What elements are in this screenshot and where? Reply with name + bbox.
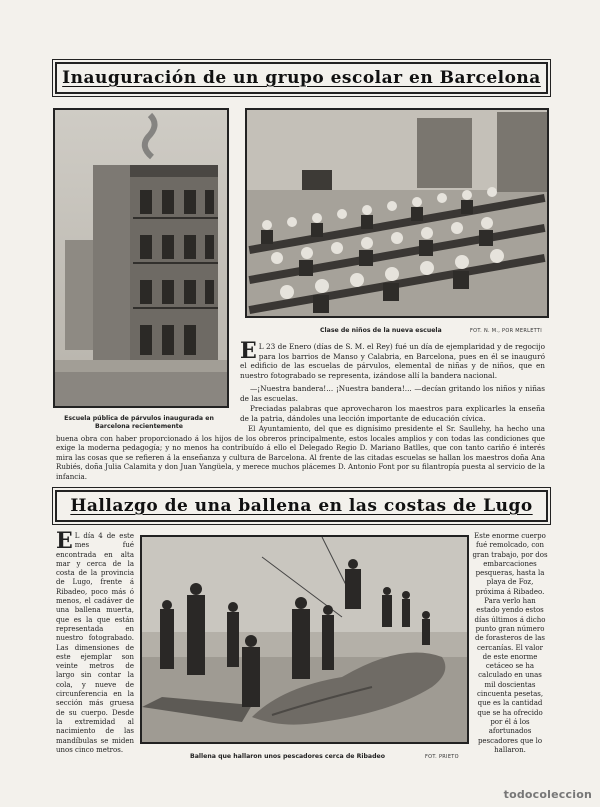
whale-left-text: L día 4 de este mes fué encontrada en alta mar y cerca de la costa de la provincia de Lugo, frente á Ribadeo, poco más ó menos, el cadáver de una ballena muerta, que es la que están representada en nuestro fotograbado. Las dimensiones de este ejemplar son veinte metros de largo sin contar la cola, y nueve de circunferencia en la sección más gruesa de su cuerpo. Desde la extremidad al nacimiento de las mandíbulas se miden unos cinco metros. [56,532,134,754]
school-building-photo [53,108,229,408]
whale-photo-credit: FOT. PRIETO [425,754,459,760]
article1-paragraph-2: —¡Nuestra bandera!... ¡Nuestra bandera!... —decían gritando los niños y niñas de las escuelas. [240,384,545,403]
article2-dropcap: E [56,528,73,554]
classroom-credit: FOT. N. M., POR MERLETTI [470,328,543,334]
article2-title-box [55,490,548,522]
article2-title: Hallazgo de una ballena en las costas de Lugo [70,496,533,516]
article1-dropcap: E [240,338,257,364]
article1-paragraph-3: Preciadas palabras que aprovecharon los maestros para explicarles la enseña de la patria, dándoles una lección importante de educación cívica. [240,404,545,423]
classroom-caption: Clase de niños de la nueva escuela [320,327,442,334]
article1-paragraph-4: El Ayuntamiento, del que es dignísimo presidente el Sr. Saullehy, ha hecho una buena obra con haber proporcionado á los hijos de los obreros principalmente, estos locales amplios y con todas las condiciones que exige la moderna pedagogía; y no menos ha contribuído á ello el Delegado Regio D. Mariano Batlles, que con tanto cariño é interés mira las cosas que se refieren á la enseñanza y cultura de Barcelona. Al frente de las citadas escuelas se hallan los maestros doña Ana Rubiés, doña Julia Calamita y don Juan Yangüela, y merece muchos plácemes D. Antonio Font por su filantropía puesta al servicio de la infancia. [56,424,545,481]
classroom-illustration [247,110,547,316]
whale-left-column [56,528,134,755]
whale-photo [140,535,469,744]
school-building-illustration [55,110,227,406]
article1-title-box [55,62,548,94]
whale-illustration [142,537,467,742]
todocoleccion-watermark: todocoleccion [503,788,592,801]
whale-right-column: Este enorme cuerpo fué remolcado, con gran trabajo, por dos embarcaciones pesqueras, hasta la playa de Foz, próxima á Ribadeo. Para verlo han estado yendo estos días últimos á dicho punto gran número de forasteros de las cercanías. El valor de este enorme cetáceo se ha calculado en unas mil doscientas cincuenta pesetas, que es la cantidad que se ha ofrecido por él á los afortunados pescadores que lo hallaron. [472,532,548,754]
whale-photo-caption: Ballena que hallaron unos pescadores cerca de Ribadeo [190,753,385,760]
classroom-photo [245,108,549,318]
article1-paragraph-1: L 23 de Enero (días de S. M. el Rey) fué un día de ejemplaridad y de regocijo para los barrios de Manso y Calabria, en Barcelona, pues en él se inauguró el edificio de las escuelas de párvulos, elemental de niñas y de niños, que en nuestro fotograbado se representa, izándose allí la bandera nacional. [240,342,545,380]
school-building-caption: Escuela pública de párvulos inaugurada en Barcelona recientemente [64,415,214,430]
article1-intro-paragraph [240,338,545,380]
article1-title: Inauguración de un grupo escolar en Barcelona [62,68,541,88]
